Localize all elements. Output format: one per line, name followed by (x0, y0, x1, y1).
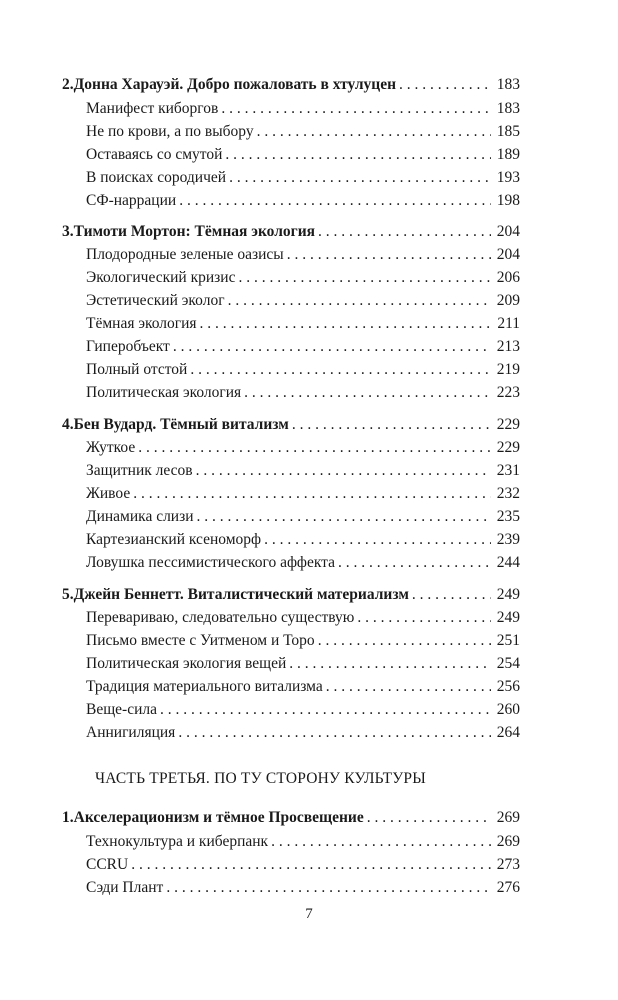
section-title: CCRU (86, 856, 129, 873)
section-page: 204 (496, 246, 520, 263)
section-title: Политическая экология (86, 384, 242, 401)
leader-dots (289, 654, 491, 674)
toc-section (86, 608, 520, 628)
toc-section (86, 654, 520, 674)
toc-section (86, 484, 520, 504)
toc-section (86, 461, 520, 481)
toc-chapter (62, 415, 520, 435)
chapter-page: 249 (496, 586, 520, 603)
leader-dots (190, 360, 491, 380)
chapter-page: 269 (496, 809, 520, 826)
toc-section (86, 268, 520, 288)
leader-dots (318, 222, 491, 242)
section-page: 189 (496, 146, 520, 163)
toc-section (86, 677, 520, 697)
section-page: 239 (496, 531, 520, 548)
section-page: 209 (496, 292, 520, 309)
leader-dots (228, 291, 491, 311)
section-title: Картезианский ксеноморф (86, 531, 262, 548)
section-title: Не по крови, а по выбору (86, 123, 254, 140)
leader-dots (238, 268, 491, 288)
toc-section (86, 832, 520, 852)
section-title: Тёмная экология (86, 315, 197, 332)
chapter-title: Тимоти Мортон: Тёмная экология (73, 223, 316, 240)
page-number: 7 (305, 906, 313, 922)
section-title: Полный отстой (86, 361, 188, 378)
leader-dots (326, 677, 491, 697)
leader-dots (200, 314, 491, 334)
section-page: 235 (496, 508, 520, 525)
section-page: 276 (496, 879, 520, 896)
section-page: 244 (496, 554, 520, 571)
toc-section (86, 168, 520, 188)
section-title: Аннигиляция (86, 724, 176, 741)
toc-section (86, 360, 520, 380)
section-page: 185 (496, 123, 520, 140)
chapter-title: Донна Харауэй. Добро пожаловать в хтулуцен (73, 76, 397, 93)
section-page: 254 (496, 655, 520, 672)
section-title: Гиперобъект (86, 338, 170, 355)
leader-dots (173, 337, 491, 357)
section-page: 264 (496, 724, 520, 741)
section-page: 211 (497, 315, 520, 332)
leader-dots (292, 415, 491, 435)
leader-dots (367, 808, 491, 828)
chapter-number: 1. (62, 809, 74, 826)
section-page: 198 (496, 192, 520, 209)
section-title: Технокультура и киберпанк (86, 833, 269, 850)
section-page: 269 (496, 833, 520, 850)
toc-section (86, 337, 520, 357)
toc-section (86, 191, 520, 211)
toc-section (86, 878, 520, 898)
leader-dots (412, 585, 491, 605)
leader-dots (338, 553, 491, 573)
leader-dots (131, 855, 491, 875)
chapter-title: Бен Вудард. Тёмный витализм (73, 416, 289, 433)
leader-dots (357, 608, 491, 628)
section-title: Письмо вместе с Уитменом и Торо (86, 632, 315, 649)
chapter-number: 3. (62, 223, 74, 240)
section-page: 231 (496, 462, 520, 479)
section-title: Плодородные зеленые оазисы (86, 246, 284, 263)
toc-section (86, 855, 520, 875)
section-title: Перевариваю, следовательно существую (86, 609, 355, 626)
leader-dots (196, 461, 491, 481)
section-title: СФ-наррации (86, 192, 177, 209)
chapter-number: 4. (62, 416, 74, 433)
chapter-title: Джейн Беннетт. Виталистический материализм (73, 586, 409, 603)
leader-dots (179, 191, 491, 211)
leader-dots (197, 507, 491, 527)
section-page: 213 (496, 338, 520, 355)
toc-section (86, 145, 520, 165)
section-title: Оставаясь со смутой (86, 146, 223, 163)
section-title: В поисках сородичей (86, 169, 227, 186)
section-page: 183 (496, 100, 520, 117)
section-page: 219 (496, 361, 520, 378)
section-title: Ловушка пессимистического аффекта (86, 554, 336, 571)
toc-section (86, 438, 520, 458)
toc-chapter (62, 222, 520, 242)
section-page: 251 (496, 632, 520, 649)
section-page: 232 (496, 485, 520, 502)
toc-section (86, 700, 520, 720)
leader-dots (133, 484, 491, 504)
section-title: Экологический кризис (86, 269, 236, 286)
leader-dots (244, 383, 491, 403)
section-title: Политическая экология вещей (86, 655, 287, 672)
leader-dots (287, 245, 491, 265)
chapter-page: 183 (496, 76, 520, 93)
leader-dots (160, 700, 491, 720)
toc-section (86, 122, 520, 142)
toc-section (86, 383, 520, 403)
section-title: Веще-сила (86, 701, 157, 718)
leader-dots (221, 99, 491, 119)
section-page: 229 (496, 439, 520, 456)
leader-dots (229, 168, 491, 188)
section-page: 273 (496, 856, 520, 873)
toc-section (86, 245, 520, 265)
section-page: 206 (496, 269, 520, 286)
toc-section (86, 314, 520, 334)
toc-chapter (62, 585, 520, 605)
section-title: Динамика слизи (86, 508, 194, 525)
section-title: Жуткое (86, 439, 136, 456)
chapter-title: Акселерационизм и тёмное Просвещение (73, 809, 364, 826)
leader-dots (257, 122, 491, 142)
section-title: Манифест киборгов (86, 100, 219, 117)
leader-dots (271, 832, 491, 852)
section-title: Традиция материального витализма (86, 678, 323, 695)
toc-section (86, 553, 520, 573)
toc-section (86, 530, 520, 550)
leader-dots (318, 631, 491, 651)
toc-section (86, 291, 520, 311)
chapter-page: 204 (496, 223, 520, 240)
leader-dots (399, 75, 491, 95)
section-title: Защитник лесов (86, 462, 193, 479)
section-page: 260 (496, 701, 520, 718)
toc-chapter (62, 808, 520, 828)
toc-section (86, 507, 520, 527)
section-title: Эстетический эколог (86, 292, 225, 309)
toc-chapter (62, 75, 520, 95)
toc-section (86, 723, 520, 743)
section-page: 193 (496, 169, 520, 186)
toc-section (86, 99, 520, 119)
part-heading: ЧАСТЬ ТРЕТЬЯ. ПО ТУ СТОРОНУ КУЛЬТУРЫ (95, 770, 426, 787)
section-page: 249 (496, 609, 520, 626)
leader-dots (225, 145, 491, 165)
section-title: Сэди Плант (86, 879, 164, 896)
leader-dots (166, 878, 491, 898)
chapter-number: 2. (62, 76, 74, 93)
toc-section (86, 631, 520, 651)
leader-dots (138, 438, 491, 458)
chapter-number: 5. (62, 586, 74, 603)
section-page: 256 (496, 678, 520, 695)
leader-dots (178, 723, 491, 743)
section-title: Живое (86, 485, 131, 502)
leader-dots (264, 530, 491, 550)
chapter-page: 229 (496, 416, 520, 433)
section-page: 223 (496, 384, 520, 401)
